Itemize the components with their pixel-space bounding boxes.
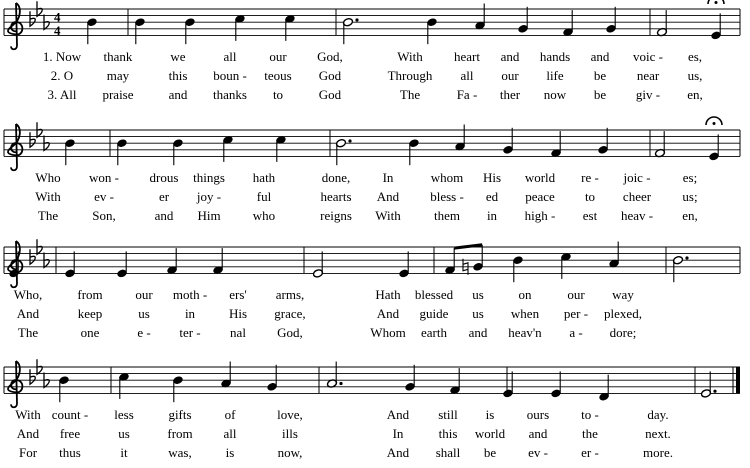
lyric-syllable: from xyxy=(77,287,103,302)
lyric-syllable: Him xyxy=(197,208,221,223)
lyric-syllable: God xyxy=(318,68,342,83)
lyric-syllable: Whom xyxy=(370,325,406,340)
dot-icon xyxy=(713,390,716,393)
time-signature-bottom: 4 xyxy=(54,23,61,38)
lyric-syllable: Son, xyxy=(92,208,116,223)
lyric-syllable: e - xyxy=(137,325,151,340)
lyric-syllable: more. xyxy=(643,445,673,460)
lyric-syllable: And xyxy=(376,189,400,204)
lyric-syllable: His xyxy=(228,306,248,321)
lyric-syllable: to xyxy=(272,87,284,102)
flat-icon xyxy=(37,1,42,16)
lyric-syllable: is xyxy=(225,445,235,460)
lyric-syllable: 1. Now xyxy=(42,49,82,64)
lyric-syllable: hearts xyxy=(320,189,352,204)
lyric-syllable: of xyxy=(224,407,236,422)
lyric-syllable: peace xyxy=(525,189,555,204)
lyric-syllable: still xyxy=(438,407,458,422)
lyric-syllable: en, xyxy=(682,208,698,223)
system-1 xyxy=(4,0,740,102)
lyric-syllable: one xyxy=(80,325,100,340)
lyric-syllable: And xyxy=(16,306,40,321)
lyric-syllable: God, xyxy=(317,49,343,64)
lyric-syllable: us xyxy=(472,287,484,302)
lyric-syllable: plexed, xyxy=(604,306,642,321)
treble-clef-icon xyxy=(8,241,22,287)
lyric-syllable: shall xyxy=(435,445,461,460)
lyric-syllable: Hath xyxy=(375,287,401,302)
lyric-syllable: moth - xyxy=(172,287,208,302)
lyric-syllable: Fa - xyxy=(456,87,478,102)
lyric-syllable: our xyxy=(135,287,153,302)
lyric-syllable: ther xyxy=(499,87,521,102)
lyric-syllable: grace, xyxy=(274,306,306,321)
lyric-syllable: The xyxy=(37,208,59,223)
treble-clef-icon xyxy=(8,3,22,49)
lyric-syllable: joic - xyxy=(623,170,651,185)
lyric-syllable: boun - xyxy=(213,68,247,83)
lyric-syllable: be xyxy=(483,445,497,460)
lyric-syllable: And xyxy=(16,426,40,441)
lyric-syllable: voic - xyxy=(633,49,663,64)
lyric-syllable: Through xyxy=(387,68,433,83)
flat-icon xyxy=(37,359,42,374)
lyric-syllable: be xyxy=(593,68,607,83)
lyric-syllable: dore; xyxy=(609,325,637,340)
system-2 xyxy=(4,117,740,223)
lyric-syllable: For xyxy=(18,445,38,460)
lyric-syllable: nal xyxy=(230,325,246,340)
lyric-syllable: gifts xyxy=(168,407,192,422)
lyric-syllable: may xyxy=(106,68,130,83)
lyric-syllable: to - xyxy=(581,407,599,422)
flat-icon xyxy=(37,122,42,137)
lyric-syllable: earth xyxy=(421,325,447,340)
lyric-syllable: now, xyxy=(277,445,303,460)
dot-icon xyxy=(348,139,351,142)
lyric-syllable: God xyxy=(318,87,342,102)
flat-icon xyxy=(44,136,49,151)
lyric-syllable: thanks xyxy=(213,87,247,102)
lyric-syllable: our xyxy=(501,68,519,83)
lyric-syllable: guide xyxy=(419,306,449,321)
flat-icon xyxy=(37,239,42,254)
lyric-syllable: us xyxy=(138,306,150,321)
lyric-syllable: 3. All xyxy=(47,87,77,102)
lyric-syllable: hath xyxy=(252,170,276,185)
lyric-syllable: high - xyxy=(524,208,556,223)
lyric-syllable: this xyxy=(438,426,458,441)
lyric-syllable: re - xyxy=(581,170,599,185)
lyric-syllable: and xyxy=(168,87,188,102)
lyric-syllable: won - xyxy=(89,170,119,185)
lyric-syllable: and xyxy=(468,325,488,340)
lyric-syllable: our xyxy=(567,287,585,302)
lyric-syllable: free xyxy=(59,426,81,441)
lyric-syllable: And xyxy=(386,407,410,422)
lyric-syllable: ev - xyxy=(528,445,548,460)
lyric-syllable: this xyxy=(168,68,188,83)
lyric-syllable: praise xyxy=(102,87,134,102)
lyric-syllable: love, xyxy=(277,407,303,422)
lyric-syllable: near xyxy=(636,68,660,83)
flat-icon xyxy=(30,132,35,147)
lyric-syllable: The xyxy=(399,87,421,102)
lyric-syllable: count - xyxy=(51,407,89,422)
lyric-syllable: In xyxy=(392,426,404,441)
lyric-syllable: The xyxy=(17,325,39,340)
lyric-syllable: and xyxy=(528,426,548,441)
lyric-syllable: them xyxy=(434,208,460,223)
lyric-syllable: er xyxy=(158,189,170,204)
fermata-dot xyxy=(715,1,718,4)
lyric-syllable: ills xyxy=(282,426,298,441)
system-4 xyxy=(4,359,740,460)
lyric-syllable: reigns xyxy=(320,208,352,223)
lyric-syllable: bless - xyxy=(430,189,464,204)
lyric-syllable: be xyxy=(593,87,607,102)
flat-icon xyxy=(44,15,49,30)
time-signature-top: 4 xyxy=(54,9,61,25)
lyric-syllable: and xyxy=(154,208,174,223)
lyric-syllable: day. xyxy=(647,407,669,422)
lyric-syllable: way xyxy=(612,287,634,302)
lyric-syllable: est xyxy=(582,208,598,223)
lyric-syllable: ter - xyxy=(179,325,201,340)
lyric-syllable: And xyxy=(386,445,410,460)
lyric-syllable: in xyxy=(486,208,498,223)
lyric-syllable: is xyxy=(485,407,495,422)
lyric-syllable: from xyxy=(167,426,193,441)
lyric-syllable: heav'n xyxy=(508,325,542,340)
lyric-syllable: drous xyxy=(149,170,179,185)
lyric-syllable: cheer xyxy=(622,189,652,204)
lyric-syllable: joy - xyxy=(196,189,222,204)
lyric-syllable: world xyxy=(524,170,556,185)
flat-icon xyxy=(44,373,49,388)
lyric-syllable: thank xyxy=(103,49,133,64)
lyric-syllable: With xyxy=(375,208,401,223)
lyric-syllable: keep xyxy=(77,306,103,321)
lyric-syllable: In xyxy=(382,170,394,185)
treble-clef-icon xyxy=(8,124,22,170)
lyric-syllable: 2. O xyxy=(50,68,74,83)
lyric-syllable: we xyxy=(170,49,186,64)
lyric-syllable: ours xyxy=(526,407,550,422)
dot-icon xyxy=(355,18,358,21)
lyric-syllable: was, xyxy=(168,445,192,460)
lyric-syllable: ers' xyxy=(229,287,247,302)
lyric-syllable: us xyxy=(118,426,130,441)
treble-clef-icon xyxy=(8,361,22,407)
lyric-syllable: us; xyxy=(682,189,698,204)
lyric-syllable: all xyxy=(223,426,237,441)
lyric-syllable: en, xyxy=(687,87,703,102)
lyric-syllable: and xyxy=(590,49,610,64)
dot-icon xyxy=(339,382,342,385)
lyric-syllable: ev - xyxy=(94,189,114,204)
lyric-syllable: less xyxy=(114,407,134,422)
lyric-syllable: things xyxy=(193,170,225,185)
dot-icon xyxy=(685,256,688,259)
lyric-syllable: ful xyxy=(256,189,272,204)
flat-icon xyxy=(30,11,35,26)
lyric-syllable: next. xyxy=(645,426,671,441)
lyric-syllable: And xyxy=(376,306,400,321)
system-3 xyxy=(4,239,740,340)
lyric-syllable: arms, xyxy=(275,287,305,302)
lyric-syllable: on xyxy=(518,287,532,302)
lyric-syllable: heart xyxy=(454,49,480,64)
beam xyxy=(454,245,482,248)
lyric-syllable: hands xyxy=(539,49,571,64)
lyric-syllable: world xyxy=(474,426,506,441)
flat-icon xyxy=(44,253,49,268)
lyric-syllable: Who xyxy=(35,170,61,185)
lyric-syllable: who xyxy=(252,208,276,223)
lyric-syllable: God, xyxy=(277,325,303,340)
lyric-syllable: Who, xyxy=(13,287,43,302)
lyric-syllable: when xyxy=(510,306,540,321)
lyric-syllable: es; xyxy=(682,170,698,185)
lyric-syllable: our xyxy=(269,49,287,64)
lyric-syllable: us xyxy=(472,306,484,321)
lyric-syllable: all xyxy=(223,49,237,64)
flat-icon xyxy=(30,249,35,264)
lyric-syllable: and xyxy=(500,49,520,64)
lyric-syllable: now xyxy=(543,87,567,102)
lyric-syllable: all xyxy=(460,68,474,83)
lyric-syllable: whom xyxy=(430,170,464,185)
lyric-syllable: life xyxy=(546,68,564,83)
lyric-syllable: us, xyxy=(687,68,703,83)
lyric-syllable: done, xyxy=(321,170,351,185)
lyric-syllable: the xyxy=(582,426,598,441)
lyric-syllable: His xyxy=(482,170,502,185)
lyric-syllable: teous xyxy=(264,68,292,83)
lyric-syllable: With xyxy=(15,407,41,422)
lyric-syllable: in xyxy=(184,306,196,321)
lyric-syllable: ed xyxy=(485,189,499,204)
lyric-syllable: heav - xyxy=(620,208,654,223)
lyric-syllable: es, xyxy=(687,49,703,64)
lyric-syllable: to xyxy=(584,189,596,204)
lyric-syllable: per - xyxy=(563,306,589,321)
lyric-syllable: With xyxy=(397,49,423,64)
lyric-syllable: blessed xyxy=(414,287,454,302)
lyric-syllable: it xyxy=(120,445,128,460)
lyric-syllable: thus xyxy=(59,445,81,460)
systems-layer xyxy=(4,0,740,460)
lyric-syllable: giv - xyxy=(635,87,661,102)
flat-icon xyxy=(30,369,35,384)
lyric-syllable: With xyxy=(35,189,61,204)
fermata-dot xyxy=(713,122,716,125)
lyric-syllable: er - xyxy=(581,445,599,460)
lyric-syllable: a - xyxy=(569,325,583,340)
final-barline-thick xyxy=(736,367,740,393)
